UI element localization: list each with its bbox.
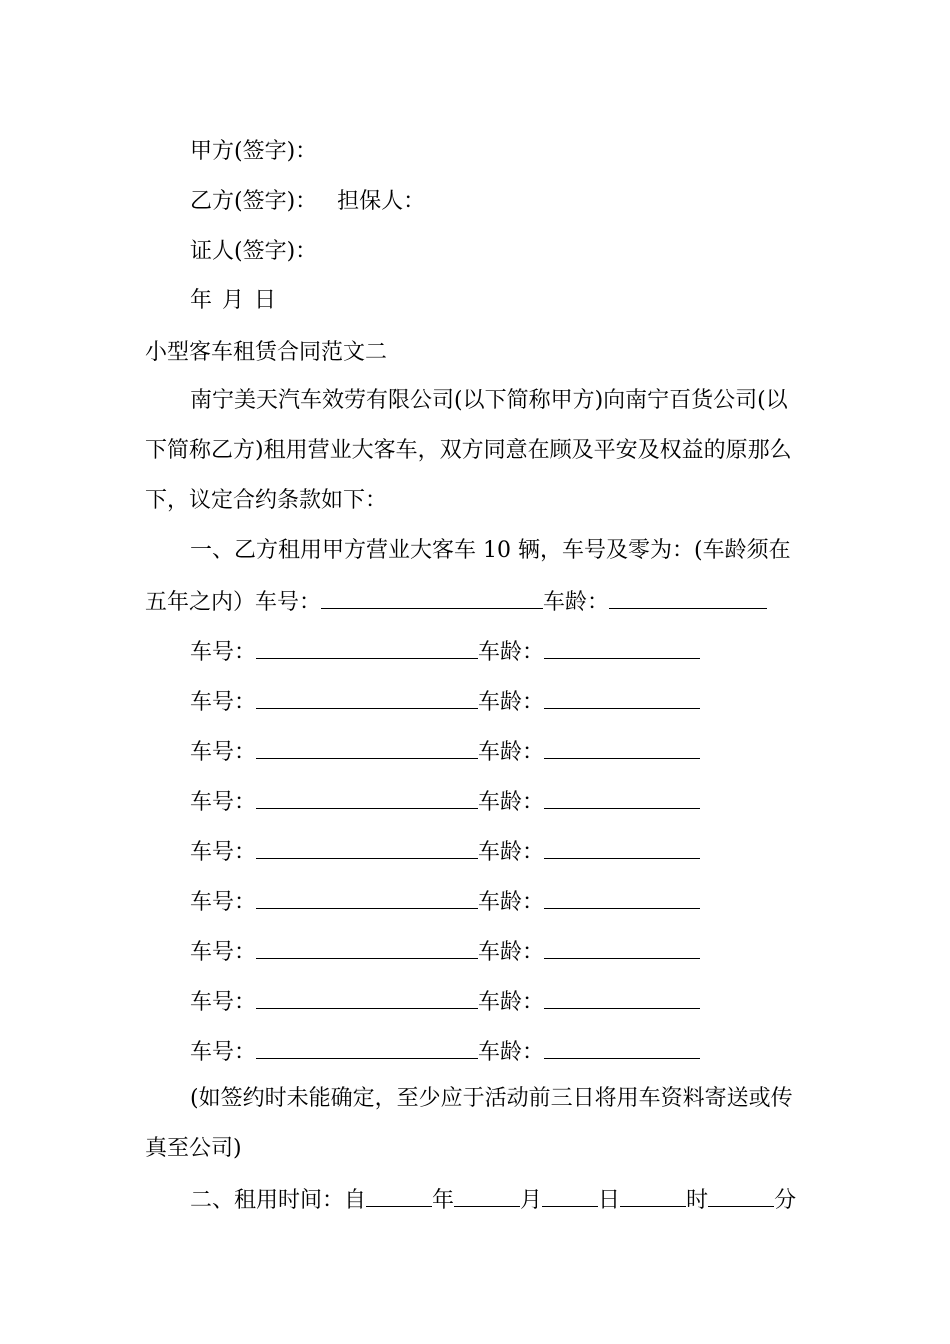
signature-date-line: [190, 286, 810, 316]
plate-number-label: 车号：: [190, 990, 257, 1015]
plate-number-blank[interactable]: [256, 736, 478, 759]
clause-2-prefix: 二、租用时间：自: [190, 1188, 367, 1213]
start-hour-blank[interactable]: [620, 1184, 686, 1207]
vehicle-row: [190, 936, 700, 968]
start-year-blank[interactable]: [366, 1184, 432, 1207]
unit-year-label: 年: [432, 1188, 455, 1213]
vehicle-age-label: 车龄：: [478, 690, 545, 715]
vehicle-age-blank[interactable]: [544, 886, 700, 909]
plate-number-blank[interactable]: [256, 686, 478, 709]
witness-label: 证人(签字)：: [190, 239, 318, 264]
vehicle-row: [190, 886, 700, 918]
vehicle-age-blank[interactable]: [544, 636, 700, 659]
unit-day-label: 日: [598, 1188, 621, 1213]
plate-number-blank[interactable]: [256, 1036, 478, 1059]
vehicle-age-label: 车龄：: [478, 940, 545, 965]
contract-heading-text: 小型客车租赁合同范文二: [145, 340, 388, 365]
plate-number-blank[interactable]: [256, 836, 478, 859]
plate-number-label: 车号：: [190, 690, 257, 715]
intro-text-3: 下，议定合约条款如下：: [145, 488, 388, 513]
clause-2-line: [190, 1184, 810, 1216]
plate-number-blank[interactable]: [256, 936, 478, 959]
clause-1-line-1: [190, 536, 810, 566]
intro-paragraph-line-1: [190, 386, 810, 416]
vehicle-row: [190, 786, 700, 818]
vehicle-age-label: 车龄：: [478, 640, 545, 665]
vehicle-age-label: 车龄：: [478, 890, 545, 915]
vehicle-row: [190, 636, 700, 668]
vehicle-age-blank[interactable]: [609, 586, 767, 609]
unit-hour-label: 时: [686, 1188, 709, 1213]
vehicle-age-blank[interactable]: [544, 836, 700, 859]
plate-number-blank[interactable]: [256, 886, 478, 909]
intro-paragraph-line-2: [145, 436, 810, 466]
vehicle-age-blank[interactable]: [544, 736, 700, 759]
vehicle-age-label: 车龄：: [478, 990, 545, 1015]
vehicle-age-label: 车龄：: [478, 790, 545, 815]
date-day-label: 日: [254, 288, 277, 313]
unit-month-label: 月: [520, 1188, 543, 1213]
plate-number-label: 车号：: [190, 790, 257, 815]
note-text-2: 真至公司): [145, 1136, 242, 1161]
vehicle-row: [190, 686, 700, 718]
plate-number-blank[interactable]: [256, 986, 478, 1009]
plate-number-blank[interactable]: [256, 786, 478, 809]
note-line-1: [190, 1084, 810, 1114]
vehicle-row: [190, 736, 700, 768]
party-b-signature-line: [190, 187, 810, 217]
vehicle-age-label: 车龄：: [478, 1040, 545, 1065]
date-month-label: 月: [222, 288, 245, 313]
intro-text-2: 下简称乙方)租用营业大客车，双方同意在顾及平安及权益的原那么: [145, 438, 792, 463]
contract-heading: [145, 338, 810, 368]
party-a-signature-line: [190, 137, 810, 167]
date-year-label: 年: [190, 288, 213, 313]
note-text-1: (如签约时未能确定，至少应于活动前三日将用车资料寄送或传: [190, 1086, 793, 1111]
vehicle-age-label: 车龄：: [543, 590, 610, 615]
plate-number-label: 车号：: [190, 740, 257, 765]
intro-paragraph-line-3: [145, 486, 810, 516]
vehicle-row: [190, 836, 700, 868]
plate-number-label: 车号：: [190, 890, 257, 915]
vehicle-row: [190, 986, 700, 1018]
vehicle-age-blank[interactable]: [544, 1036, 700, 1059]
start-minute-blank[interactable]: [708, 1184, 774, 1207]
unit-minute-label: 分: [774, 1188, 797, 1213]
plate-number-blank[interactable]: [256, 636, 478, 659]
vehicle-age-label: 车龄：: [478, 740, 545, 765]
party-a-label: 甲方(签字)：: [190, 139, 318, 164]
witness-signature-line: [190, 237, 810, 267]
clause-1-text: 一、乙方租用甲方营业大客车 10 辆，车号及零为：(车龄须在: [190, 538, 791, 563]
clause-1-plate-prefix: 五年之内）车号：: [145, 590, 322, 615]
intro-text-1: 南宁美天汽车效劳有限公司(以下简称甲方)向南宁百货公司(以: [190, 388, 788, 413]
vehicle-age-blank[interactable]: [544, 686, 700, 709]
clause-1-line-2: [145, 586, 810, 618]
vehicle-age-blank[interactable]: [544, 986, 700, 1009]
start-day-blank[interactable]: [542, 1184, 598, 1207]
party-b-label: 乙方(签字)：: [190, 189, 318, 214]
plate-number-label: 车号：: [190, 940, 257, 965]
start-month-blank[interactable]: [454, 1184, 520, 1207]
plate-number-label: 车号：: [190, 1040, 257, 1065]
note-line-2: [145, 1134, 810, 1164]
vehicle-age-label: 车龄：: [478, 840, 545, 865]
vehicle-age-blank[interactable]: [544, 786, 700, 809]
vehicle-age-blank[interactable]: [544, 936, 700, 959]
plate-number-blank[interactable]: [321, 586, 543, 609]
plate-number-label: 车号：: [190, 840, 257, 865]
plate-number-label: 车号：: [190, 640, 257, 665]
vehicle-row: [190, 1036, 700, 1068]
guarantor-label: 担保人：: [337, 189, 426, 214]
